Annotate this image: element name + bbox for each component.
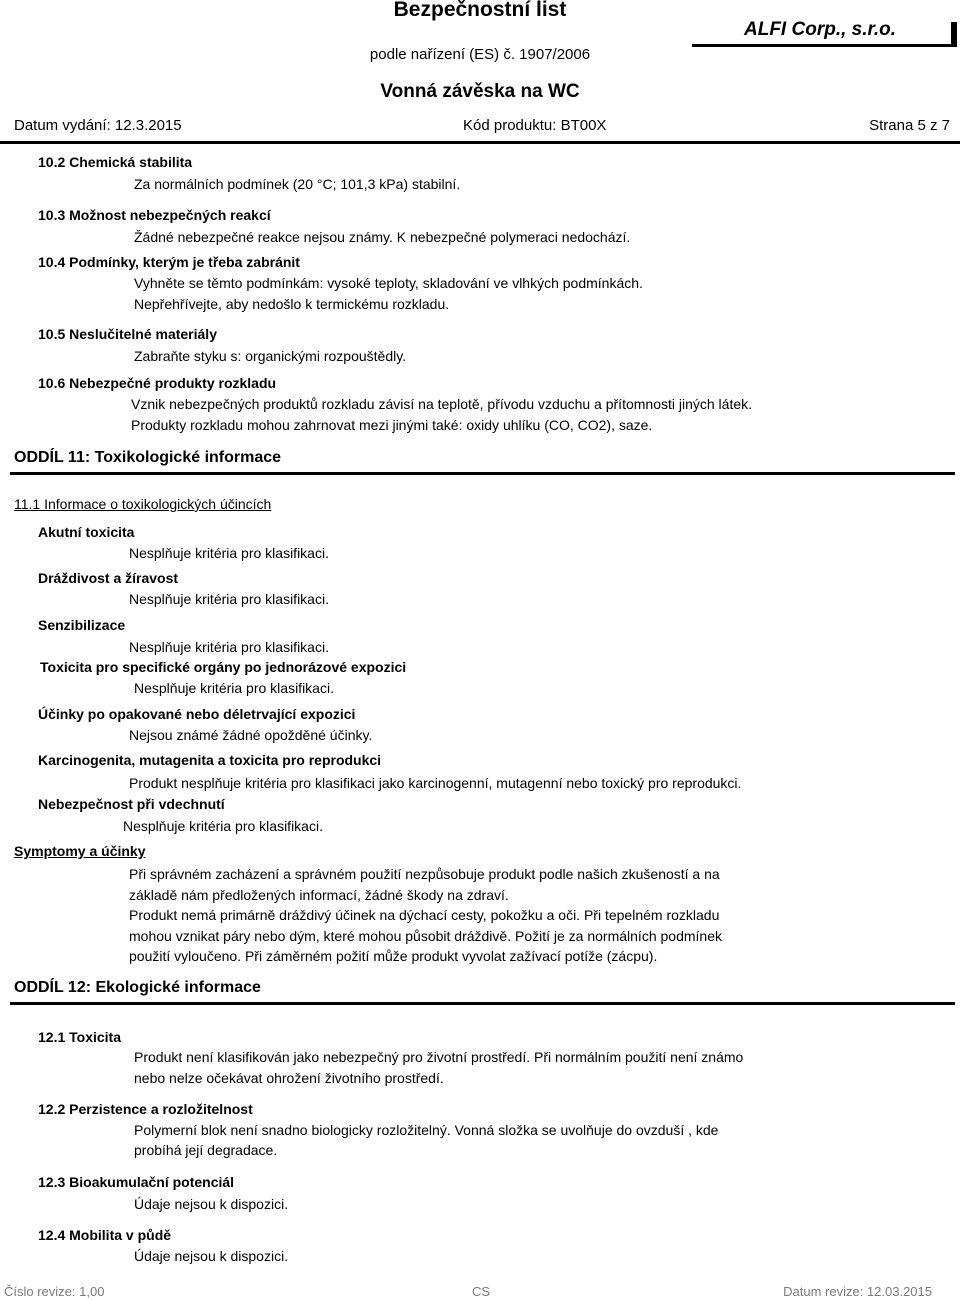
heading-10-4: 10.4 Podmínky, kterým je třeba zabránit [38,254,300,270]
acute-toxicity-text: Nesplňuje kritéria pro klasifikaci. [129,545,329,561]
aspiration-text: Nesplňuje kritéria pro klasifikaci. [123,818,323,834]
product-code: Kód produktu: BT00X [463,117,607,134]
heading-10-2: 10.2 Chemická stabilita [38,154,193,170]
text-12-2a: Polymerní blok není snadno biologicky rozložitelný. Vonná složka se uvolňuje do ovzduší , kde [134,1122,719,1138]
sensitization-heading: Senzibilizace [38,617,126,633]
text-10-4a: Vyhněte se těmto podmínkám: vysoké teploty, skladování ve vlhkých podmínkách. [134,275,643,291]
stot-repeated-heading: Účinky po opakované nebo déletrvající expozici [38,706,356,722]
heading-12-3: 12.3 Bioakumulační potenciál [38,1174,235,1190]
sensitization-text: Nesplňuje kritéria pro klasifikaci. [129,639,329,655]
page-number: Strana 5 z 7 [869,117,950,134]
company-underline [692,44,957,47]
symptoms-line-5: použití vyloučeno. Při záměrném požití může produkt vyvolat zažívací potíže (zácpu). [129,948,658,964]
document-header [0,0,960,147]
heading-12-1: 12.1 Toxicita [38,1029,122,1045]
text-10-5: Zabraňte styku s: organickými rozpouštědly. [134,348,407,364]
section-12-rule [10,1002,955,1005]
text-12-1a: Produkt není klasifikován jako nebezpečný pro životní prostředí. Při normálním použití není známo [134,1049,744,1065]
regulation-subtitle: podle nařízení (ES) č. 1907/2006 [369,46,591,63]
text-10-4b: Nepřehřívejte, aby nedošlo k termickému rozkladu. [134,296,450,312]
symptoms-line-1: Při správném zacházení a správném použití nezpůsobuje produkt podle našich zkušeností a na [129,866,720,882]
section-11-rule [10,472,955,475]
acute-toxicity-heading: Akutní toxicita [38,524,135,540]
cmr-heading: Karcinogenita, mutagenita a toxicita pro reprodukci [38,752,382,768]
heading-10-6: 10.6 Nebezpečné produkty rozkladu [38,375,277,391]
text-10-6a: Vznik nebezpečných produktů rozkladu závisí na teplotě, přívodu vzduchu a přítomnosti jiných látek. [131,396,753,412]
heading-10-3: 10.3 Možnost nebezpečných reakcí [38,207,271,223]
document-footer [0,1280,960,1300]
cmr-text: Produkt nesplňuje kritéria pro klasifikaci jako karcinogenní, mutagenní nebo toxický pro reprodukci. [129,775,742,791]
language-code: CS [472,1284,491,1299]
company-bar-end [951,22,957,46]
text-12-3: Údaje nejsou k dispozici. [134,1196,289,1212]
text-10-6b: Produkty rozkladu mohou zahrnovat mezi jinými také: oxidy uhlíku (CO, CO2), saze. [131,417,653,433]
symptoms-heading: Symptomy a účinky [14,843,146,859]
heading-12-2: 12.2 Perzistence a rozložitelnost [38,1101,253,1117]
section-11-title: ODDÍL 11: Toxikologické informace [14,449,282,466]
symptoms-line-2: základě nám předložených informací, žádné škody na zdraví. [129,887,509,903]
product-name: Vonná závěska na WC [380,81,580,102]
header-rule [0,141,960,144]
document-title: Bezpečnostní list [393,0,567,21]
heading-10-5: 10.5 Neslučitelné materiály [38,326,217,342]
irritation-text: Nesplňuje kritéria pro klasifikaci. [129,591,329,607]
symptoms-line-4: mohou vznikat páry nebo dým, které mohou působit dráždivě. Požití je za normálních podmínek [129,928,722,944]
stot-single-text: Nesplňuje kritéria pro klasifikaci. [134,680,334,696]
issue-date: Datum vydání: 12.3.2015 [14,117,182,134]
text-12-4: Údaje nejsou k dispozici. [134,1248,289,1264]
heading-11-1: 11.1 Informace o toxikologických účincích [14,496,272,512]
section-12-title: ODDÍL 12: Ekologické informace [14,979,261,996]
company-name: ALFI Corp., s.r.o. [744,19,897,40]
text-12-2b: probíhá její degradace. [134,1142,278,1158]
revision-date: Datum revize: 12.03.2015 [783,1284,932,1299]
stot-single-heading: Toxicita pro specifické orgány po jednorázové expozici [40,659,407,675]
stot-repeated-text: Nejsou známé žádné opožděné účinky. [129,727,373,743]
symptoms-line-3: Produkt nemá primárně dráždivý účinek na dýchací cesty, pokožku a oči. Při tepelném rozkladu [129,907,720,923]
aspiration-heading: Nebezpečnost při vdechnutí [38,796,225,812]
text-12-1b: nebo nelze očekávat ohrožení životního prostředí. [134,1070,444,1086]
heading-12-4: 12.4 Mobilita v půdě [38,1227,172,1243]
revision-number: Číslo revize: 1,00 [4,1284,105,1299]
irritation-heading: Dráždivost a žíravost [38,570,179,586]
text-10-2: Za normálních podmínek (20 °C; 101,3 kPa) stabilní. [134,176,461,192]
text-10-3: Žádné nebezpečné reakce nejsou známy. K nebezpečné polymeraci nedochází. [134,229,631,245]
